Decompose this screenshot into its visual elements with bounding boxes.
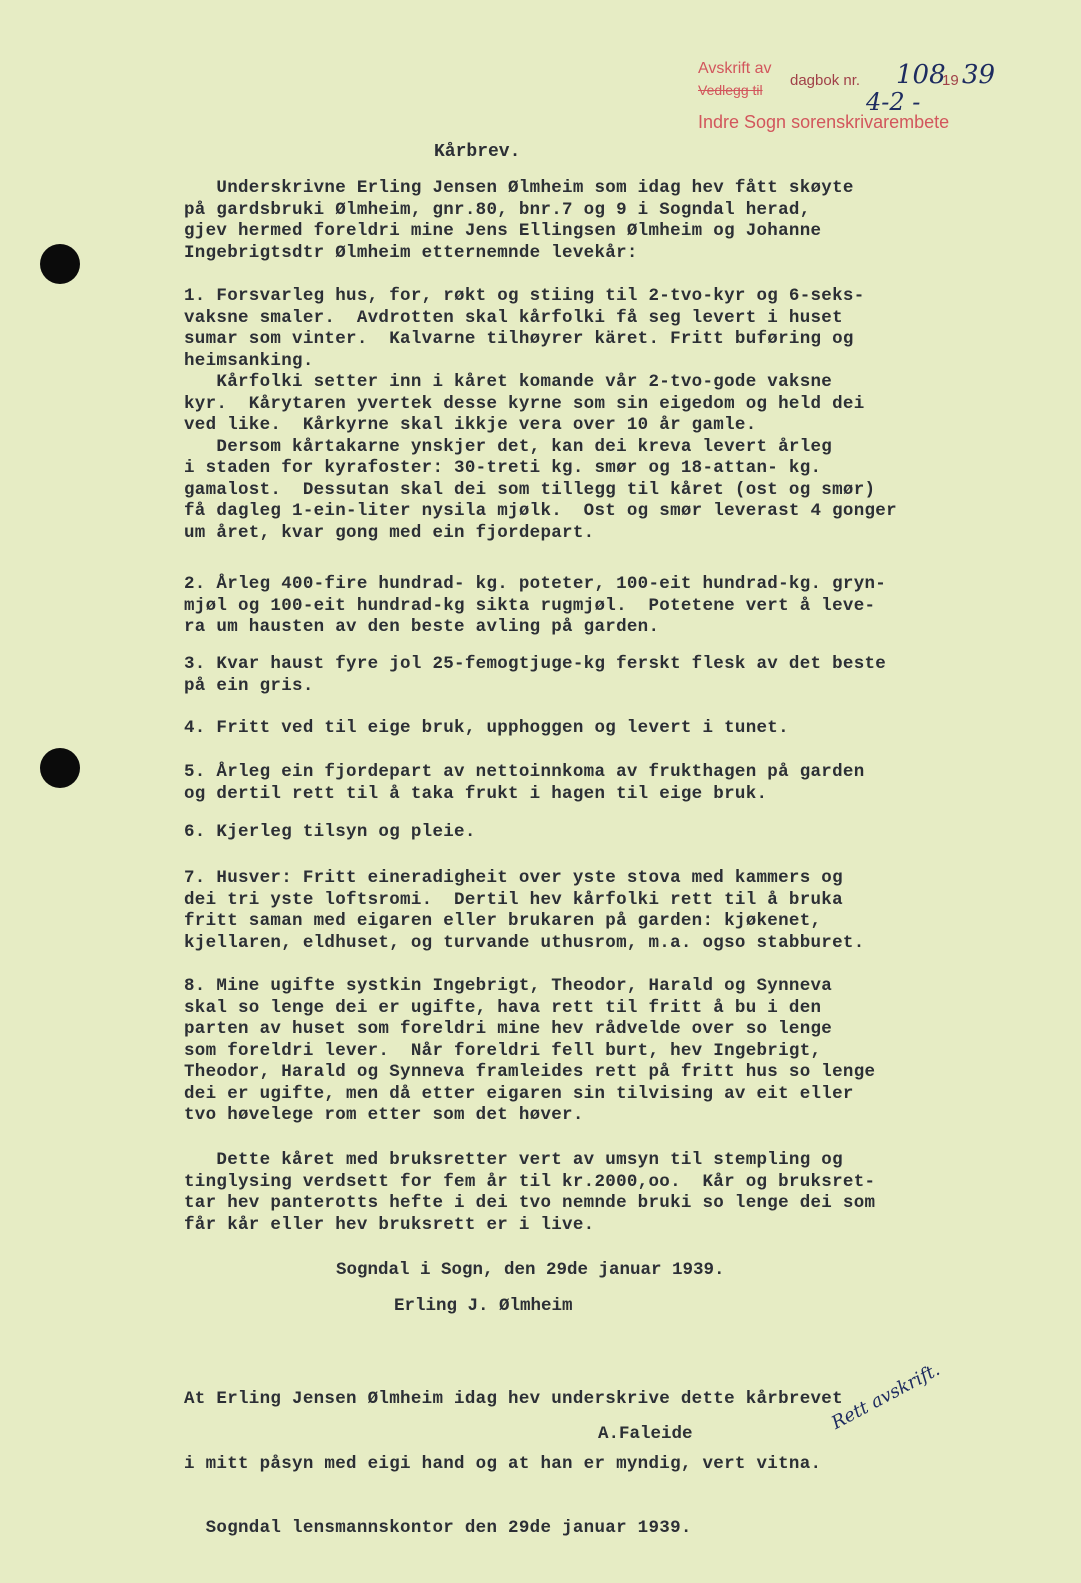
stamp-vedlegg-struck: Vedlegg til: [698, 82, 763, 98]
paragraph-line: heimsanking.: [184, 350, 314, 371]
signature: Erling J. Ølmheim: [394, 1296, 573, 1316]
paragraph: [184, 762, 1044, 805]
paragraph-line: gamalost. Dessutan skal dei som tillegg til kåret (ost og smør): [184, 479, 876, 500]
paragraph-line: som foreldri lever. Når foreldri fell burt, hev Ingebrigt,: [184, 1040, 822, 1061]
paragraph-line: gjev hermed foreldri mine Jens Ellingsen Ølmheim og Johanne: [184, 221, 822, 241]
paragraph: [184, 976, 1044, 1127]
stamp-year-prefix: 19: [942, 72, 959, 89]
paragraph-line: ved like. Kårkyrne skal ikkje vera over 10 år gamle.: [184, 415, 757, 435]
paragraph: [184, 286, 1044, 544]
stamp-avskrift: Avskrift av: [698, 60, 772, 77]
punch-hole: [40, 244, 80, 284]
paragraph-line: parten av huset som foreldri mine hev rådvelde over so lenge: [184, 1019, 833, 1039]
stamp-date-handwritten: 4-2 -: [866, 88, 921, 116]
paragraph-line: sumar som vinter. Kalvarne tilhøyrer käret. Fritt buføring og: [184, 329, 854, 349]
paragraph-line: Dette kåret med bruksretter vert av umsyn til stempling og: [184, 1150, 843, 1170]
paragraph: [184, 822, 1044, 844]
paragraph-line: 6. Kjerleg tilsyn og pleie.: [184, 822, 476, 842]
paragraph-line: 5. Årleg ein fjordepart av nettoinnkoma av frukthagen på garden: [184, 762, 865, 782]
rett-avskrift-signature: Rett avskrift.: [828, 1359, 944, 1434]
paragraph-line: vaksne smaler. Avdrotten skal kårfolki få seg levert i huset: [184, 307, 843, 328]
paragraph-line: um året, kvar gong med ein fjordepart.: [184, 522, 595, 543]
paragraph: [184, 868, 1044, 954]
paragraph-line: fritt saman med eigaren eller brukaren på garden: kjøkenet,: [184, 911, 822, 931]
paragraph-line: få dagleg 1-ein-liter nysila mjølk. Ost og smør leverast 4 gonger: [184, 501, 897, 521]
paragraph: [184, 718, 1044, 740]
attestation-line: Sogndal lensmannskontor den 29de januar 1939.: [184, 1518, 692, 1538]
dagbok-number: 108: [896, 60, 946, 90]
paragraph-line: 7. Husver: Fritt eineradigheit over yste stova med kammers og: [184, 868, 843, 888]
paragraph: [184, 1150, 1044, 1236]
paragraph-line: på gardsbruki Ølmheim, gnr.80, bnr.7 og 9 i Sogndal herad,: [184, 199, 811, 220]
paragraph-line: dei er ugifte, men då etter eigaren sin tilvising av eit eller: [184, 1083, 854, 1104]
paragraph-line: tar hev panterotts hefte i dei tvo nemnde bruki so lenge dei som: [184, 1193, 876, 1213]
paragraph-line: 2. Årleg 400-fire hundrad- kg. poteter, 100-eit hundrad-kg. gryn-: [184, 574, 887, 594]
official-name: A.Faleide: [598, 1424, 693, 1444]
paragraph-line: skal so lenge dei er ugifte, hava rett til fritt å bu i den: [184, 997, 822, 1018]
paragraph-line: Underskrivne Erling Jensen Ølmheim som idag hev fått skøyte: [184, 178, 854, 198]
attestation-line: i mitt påsyn med eigi hand og at han er myndig, vert vitna.: [184, 1453, 822, 1474]
stamp-year-handwritten: 39: [962, 60, 996, 90]
document-title: Kårbrev.: [434, 142, 521, 162]
attestation-line: At Erling Jensen Ølmheim idag hev underskrive dette kårbrevet: [184, 1389, 843, 1409]
paragraph-line: dei tri yste loftsromi. Dertil hev kårfolki rett til å bruka: [184, 889, 843, 910]
paragraph-line: ra um hausten av den beste avling på garden.: [184, 617, 660, 637]
paragraph-line: kjellaren, eldhuset, og turvande uthusrom, m.a. ogso stabburet.: [184, 932, 865, 953]
paragraph-line: får kår eller hev bruksrett er i live.: [184, 1214, 595, 1235]
stamp-office: Indre Sogn sorenskrivarembete: [698, 112, 950, 132]
paragraph: [184, 654, 1044, 697]
paragraph-line: og dertil rett til å taka frukt i hagen til eige bruk.: [184, 783, 768, 804]
paragraph-line: Dersom kårtakarne ynskjer det, kan dei kreva levert årleg: [184, 436, 833, 457]
paragraph-line: i staden for kyrafoster: 30-treti kg. smør og 18-attan- kg.: [184, 458, 822, 478]
punch-hole: [40, 748, 80, 788]
paragraph-line: Kårfolki setter inn i kåret komande vår 2-tvo-gode vaksne: [184, 372, 833, 392]
paragraph-line: 1. Forsvarleg hus, for, røkt og stiing til 2-tvo-kyr og 6-seks-: [184, 286, 865, 306]
paragraph-line: kyr. Kårytaren yvertek desse kyrne som sin eigedom og held dei: [184, 393, 865, 414]
paragraph: [184, 178, 1044, 264]
paragraph-line: 4. Fritt ved til eige bruk, upphoggen og levert i tunet.: [184, 718, 789, 738]
paragraph-line: på ein gris.: [184, 675, 314, 696]
paragraph-line: mjøl og 100-eit hundrad-kg sikta rugmjøl. Potetene vert å leve-: [184, 595, 876, 616]
paragraph-line: tinglysing verdsett for fem år til kr.2000,oo. Kår og bruksret-: [184, 1171, 876, 1192]
paragraph-line: Theodor, Harald og Synneva framleides rett på fritt hus so lenge: [184, 1062, 876, 1082]
registry-stamp: [694, 56, 1014, 140]
paragraph-line: tvo høvelege rom etter som det høver.: [184, 1105, 584, 1125]
paragraph: [184, 574, 1044, 639]
paragraph-line: 3. Kvar haust fyre jol 25-femogtjuge-kg ferskt flesk av det beste: [184, 654, 887, 674]
stamp-dagbok-label: dagbok nr.: [790, 72, 861, 89]
paragraph-line: 8. Mine ugifte systkin Ingebrigt, Theodor, Harald og Synneva: [184, 976, 833, 996]
place-date: Sogndal i Sogn, den 29de januar 1939.: [336, 1260, 725, 1280]
paragraph-line: Ingebrigtsdtr Ølmheim etternemnde levekår:: [184, 242, 638, 263]
